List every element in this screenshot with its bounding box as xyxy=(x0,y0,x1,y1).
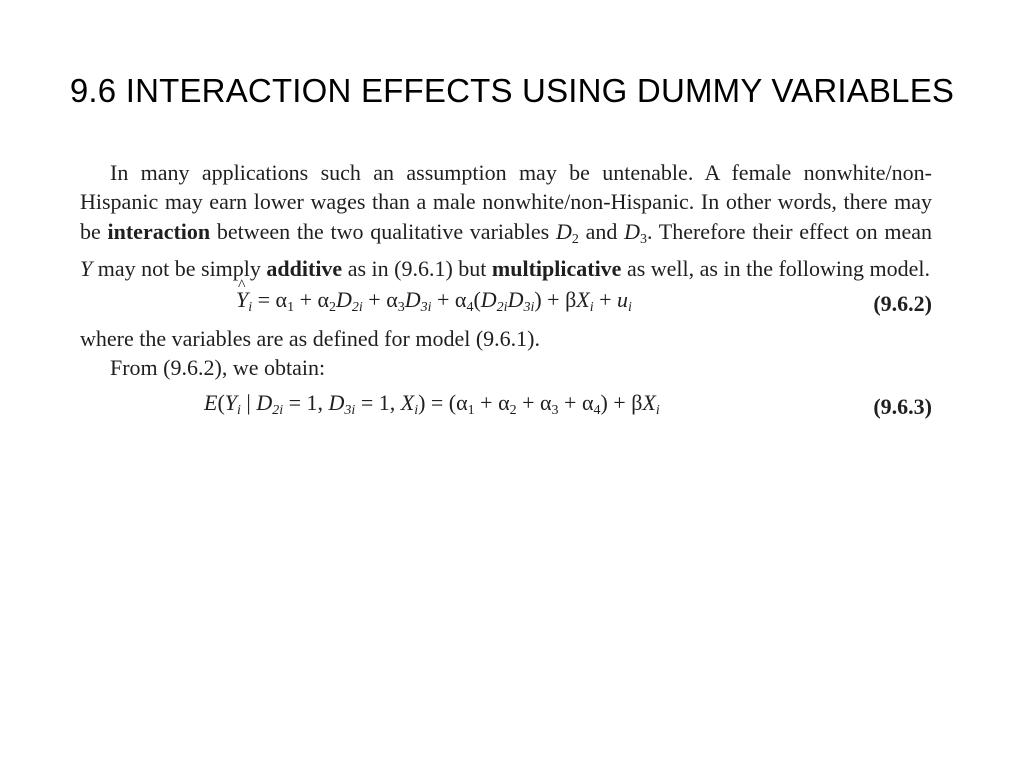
equation-number-9-6-2: (9.6.2) xyxy=(873,290,932,316)
equation-number-9-6-3: (9.6.3) xyxy=(873,393,932,419)
paragraph-where: where the variables are as defined for model (9.6.1). xyxy=(80,325,540,351)
slide-title: 9.6 INTERACTION EFFECTS USING DUMMY VARIABLES xyxy=(69,72,955,109)
equation-9-6-3: $E(Y_i$ | $D_{2i} = 1$, $D_{3i} = 1$, $X_i) = (\alpha_1 + \alpha_2 + \alpha_3 + \alpha_4) + \beta X_i$ xyxy=(204,389,660,418)
term-interaction: interaction xyxy=(107,218,211,244)
term-multiplicative: multiplicative xyxy=(491,256,622,282)
equation-9-6-2: ^ $Y_i = \alpha_1 + \alpha_2D_{2i} + \alpha_3D_{3i} + \alpha_4(D_{2i}D_{3i}) + \beta X_i + u_i$ xyxy=(236,285,632,322)
equation-9-6-3-row xyxy=(80,386,932,426)
paragraph-interaction: In many applications such an assumption may be untenable. A female nonwhite/non-Hispanic may earn lower wages than a male nonwhite/non-Hispanic. In other words, there may be interaction between the two qualitative variables $D_2$ and $D_3$. Therefore their effect on mean Y may not be simply additive as in (9.6.1) but multiplicative as well, as in the following model. xyxy=(80,160,933,282)
paragraph-from: From (9.6.2), we obtain: xyxy=(110,355,326,381)
equation-9-6-2-row xyxy=(80,284,932,324)
textbook-excerpt xyxy=(80,158,932,426)
term-additive: additive xyxy=(266,256,343,282)
